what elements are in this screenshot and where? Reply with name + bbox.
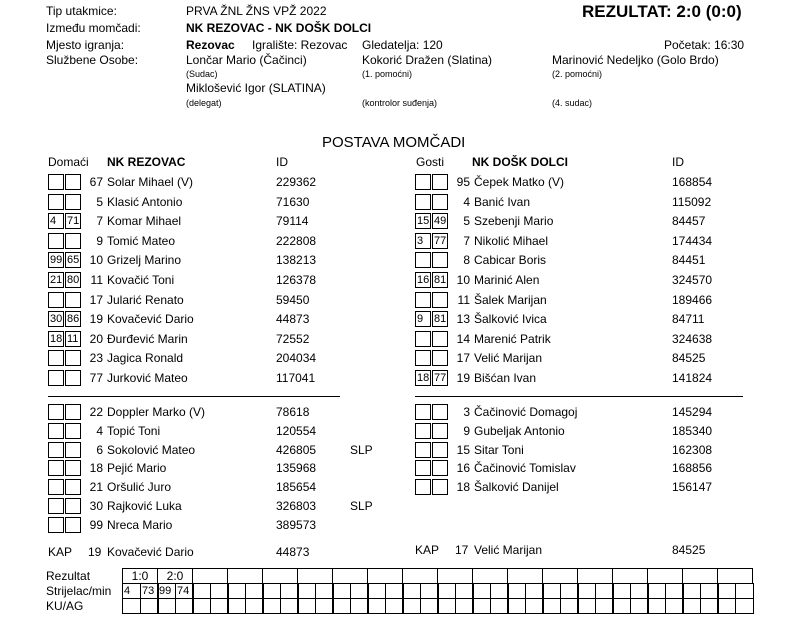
score-cell [297,568,333,584]
home-id-header: ID [276,155,288,169]
card-cell [262,598,281,614]
score-cell: 2:0 [157,568,193,584]
scorer-cell [297,583,316,599]
player-minute-box: 16 [417,274,430,286]
grid-label-scorer: Strijelac/min [46,584,112,598]
player-minute-box [65,174,81,190]
scorer-cell [367,583,386,599]
player-id: 84457 [672,214,706,228]
player-number: 3 [463,405,470,419]
scorer-cell: 73 [140,583,159,599]
player-name: Šalek Marijan [474,293,547,307]
score-cell [612,568,648,584]
player-name: Jagica Ronald [107,351,184,365]
player-number: 4 [96,424,103,438]
player-number: 17 [89,293,103,307]
player-name: Kovačić Toni [107,273,175,287]
player-id: 78618 [276,405,310,419]
official-role: (2. pomoćni) [552,69,603,79]
player-name: Velić Marijan [474,351,543,365]
player-number: 15 [456,443,470,457]
player-number: 23 [89,351,103,365]
official-role: (delegat) [186,98,222,108]
kickoff-time: Početak: 16:30 [664,38,745,52]
card-cell [437,598,456,614]
player-name: Szebenji Mario [474,214,554,228]
score-cell [717,568,753,584]
player-id: 115092 [672,195,712,209]
player-minute-box [65,370,81,386]
player-id: 168856 [672,461,713,475]
player-minute-box [415,479,431,495]
player-number: 6 [96,443,103,457]
player-minute-box [432,442,448,458]
player-name: Solar Mihael (V) [107,175,194,189]
player-name: Marenić Patrik [474,332,551,346]
card-cell [122,598,141,614]
card-cell [577,598,596,614]
scorer-cell [577,583,596,599]
player-number: 95 [456,175,470,189]
lineup-title: POSTAVA MOMČADI [322,134,466,151]
card-cell [682,598,701,614]
card-cell [647,598,666,614]
official-role: (1. pomoćni) [362,69,413,79]
card-cell [297,598,316,614]
player-minute-box: 99 [50,254,63,266]
player-number: 9 [463,424,470,438]
player-number: 18 [89,461,103,475]
player-name: Jurković Mateo [107,371,188,385]
player-minute-box: 30 [50,313,63,325]
player-minute-box: 18 [50,333,63,345]
player-minute-box [432,423,448,439]
away-team-name: NK DOŠK DOLCI [472,155,568,169]
player-name: Čačinović Domagoj [474,405,578,419]
player-minute-box: 18 [417,372,430,384]
scorer-cell [402,583,421,599]
player-minute-box [65,498,81,514]
player-minute-box [432,479,448,495]
away-divider [415,396,743,397]
scorer-cell [612,583,631,599]
player-minute-box [48,194,64,210]
teams-label: Između momčadi: [46,21,141,35]
player-minute-box [48,479,64,495]
player-number: 11 [457,293,470,307]
attendance-info: Gledatelja: 120 [362,38,443,52]
home-captain-number: 19 [88,545,102,559]
player-minute-box: 9 [415,311,431,327]
player-minute-box [65,479,81,495]
player-name: Bišćan Ivan [474,371,537,385]
player-minute-box [432,252,448,268]
player-name: Čepek Matko (V) [474,175,565,189]
player-number: 99 [89,518,103,532]
player-number: 16 [456,461,470,475]
player-minute-box [432,194,448,210]
player-name: Topić Toni [107,424,161,438]
player-note: SLP [350,499,373,513]
player-minute-box [65,194,81,210]
player-name: Banić Ivan [474,195,531,209]
player-minute-box: 80 [67,274,80,286]
player-number: 9 [96,234,103,248]
player-minute-box: 81 [434,274,447,286]
card-cell [157,598,176,614]
player-name: Klasić Antonio [107,195,183,209]
player-name: Oršulić Juro [107,480,172,494]
scorer-cell [332,583,351,599]
venue-label: Mjesto igranja: [46,38,125,52]
scorer-cell [682,583,701,599]
player-number: 20 [89,332,103,346]
player-minute-box [48,460,64,476]
official-name: Lončar Mario (Čačinci) [186,53,307,67]
away-captain-id: 84525 [672,543,706,557]
player-id: 389573 [276,518,317,532]
player-minute-box [415,292,431,308]
player-name: Kovačević Dario [107,312,194,326]
player-id: 44873 [276,312,310,326]
score-cell [682,568,718,584]
venue-value: Rezovac [186,38,235,52]
official-role: (4. sudac) [552,98,593,108]
score-cell [262,568,298,584]
player-minute-box: 65 [67,254,80,266]
player-minute-box: 71 [67,215,80,227]
player-minute-box [65,350,81,366]
player-id: 117041 [276,371,316,385]
scorer-cell [542,583,561,599]
player-number: 8 [463,253,470,267]
player-number: 10 [89,253,103,267]
player-minute-box [415,442,431,458]
player-id: 84525 [672,351,706,365]
player-minute-box: 21 [50,274,63,286]
match-type-label: Tip utakmice: [46,4,117,18]
score-cell [402,568,438,584]
player-number: 5 [96,195,103,209]
score-cell: 1:0 [122,568,158,584]
official-role: (kontrolor suđenja) [362,98,438,108]
player-number: 19 [89,312,103,326]
player-number: 14 [456,332,470,346]
player-number: 4 [463,195,470,209]
card-cell [472,598,491,614]
scorer-cell [735,583,754,599]
grid-label-cards: KU/AG [46,599,84,613]
player-id: 174434 [672,234,713,248]
player-minute-box [415,460,431,476]
player-name: Nreca Mario [107,518,173,532]
scorer-cell: 74 [175,583,194,599]
player-minute-box [48,233,64,249]
player-name: Rajković Luka [107,499,182,513]
player-id: 426805 [276,443,317,457]
player-name: Šalković Ivica [474,312,547,326]
player-minute-box [432,331,448,347]
grid-label-result: Rezultat [46,569,91,583]
player-id: 145294 [672,405,713,419]
player-minute-box [48,350,64,366]
card-cell [612,598,631,614]
player-minute-box [432,404,448,420]
player-id: 162308 [672,443,713,457]
official-role: (Sudac) [186,69,218,79]
player-minute-box: 81 [434,313,447,325]
player-id: 135968 [276,461,317,475]
player-number: 77 [89,371,103,385]
player-number: 19 [456,371,470,385]
player-name: Sitar Toni [474,443,524,457]
player-minute-box: 77 [434,235,447,247]
player-id: 324570 [672,273,713,287]
player-name: Gubeljak Antonio [474,424,565,438]
player-number: 21 [89,480,103,494]
player-number: 7 [463,234,470,248]
player-id: 79114 [276,214,309,228]
player-id: 126378 [276,273,317,287]
player-minute-box [415,350,431,366]
player-minute-box [48,517,64,533]
player-minute-box [48,404,64,420]
player-id: 59450 [276,293,310,307]
result-heading: REZULTAT: 2:0 (0:0) [582,2,742,21]
player-name: Pejić Mario [107,461,167,475]
player-minute-box [48,442,64,458]
away-captain-label: KAP [415,543,440,557]
scorer-cell: 99 [157,583,176,599]
player-minute-box: 11 [65,331,81,347]
player-minute-box: 77 [434,372,447,384]
match-title: NK REZOVAC - NK DOŠK DOLCI [186,21,372,35]
player-id: 156147 [672,480,713,494]
card-cell [192,598,211,614]
player-number: 22 [89,405,103,419]
player-name: Tomić Mateo [107,234,176,248]
player-number: 10 [456,273,470,287]
player-number: 13 [456,312,470,326]
player-name: Cabicar Boris [474,253,547,267]
player-id: 141824 [672,371,713,385]
player-name: Grizelj Marino [107,253,182,267]
score-cell [227,568,263,584]
player-id: 138213 [276,253,317,267]
player-name: Doppler Marko (V) [107,405,206,419]
official-name: Miklošević Igor (SLATINA) [186,81,326,95]
player-id: 326803 [276,499,317,513]
score-cell [367,568,403,584]
match-type-value: PRVA ŽNL ŽNS VPŽ 2022 [186,4,327,18]
player-id: 71630 [276,195,310,209]
player-minute-box [415,423,431,439]
player-minute-box [415,252,431,268]
player-number: 18 [456,480,470,494]
player-name: Sokolović Mateo [107,443,196,457]
player-id: 324638 [672,332,713,346]
player-number: 5 [463,214,470,228]
player-minute-box [415,194,431,210]
player-name: Šalković Danijel [474,480,559,494]
player-minute-box [432,460,448,476]
home-side-label: Domaći [48,155,89,169]
player-minute-box [65,292,81,308]
score-cell [577,568,613,584]
home-divider [48,396,340,397]
player-minute-box [65,442,81,458]
home-captain-name: Kovačević Dario [107,545,194,559]
scorer-cell [437,583,456,599]
card-cell [332,598,351,614]
pitch-info: Igralište: Rezovac [252,38,348,52]
player-note: SLP [350,443,373,457]
player-id: 222808 [276,234,317,248]
player-id: 204034 [276,351,317,365]
player-id: 84711 [672,312,705,326]
player-minute-box: 15 [417,215,430,227]
player-name: Čačinović Tomislav [474,461,576,475]
scorer-cell [262,583,281,599]
player-name: Jularić Renato [107,293,184,307]
away-captain-name: Velić Marijan [474,543,543,557]
player-id: 189466 [672,293,713,307]
player-minute-box: 3 [415,233,431,249]
player-id: 120554 [276,424,317,438]
player-minute-box [432,174,448,190]
card-cell [542,598,561,614]
player-minute-box [48,423,64,439]
player-name: Marinić Alen [474,273,540,287]
player-id: 185340 [672,424,713,438]
player-minute-box [48,174,64,190]
player-number: 30 [89,499,103,513]
scorer-cell [647,583,666,599]
away-side-label: Gosti [416,155,445,169]
player-minute-box [415,174,431,190]
player-minute-box: 49 [434,215,447,227]
player-minute-box: 86 [67,313,80,325]
player-number: 7 [96,214,103,228]
scorer-cell [192,583,211,599]
player-minute-box [48,498,64,514]
score-cell [472,568,508,584]
official-name: Marinović Nedeljko (Golo Brdo) [552,53,719,67]
player-id: 168854 [672,175,713,189]
card-cell [402,598,421,614]
player-minute-box [65,423,81,439]
home-captain-id: 44873 [276,545,310,559]
away-id-header: ID [672,155,684,169]
player-name: Nikolić Mihael [474,234,549,248]
card-cell [367,598,386,614]
officials-label: Službene Osobe: [46,53,139,67]
score-cell [192,568,228,584]
card-cell [507,598,526,614]
scorer-cell [507,583,526,599]
official-name: Kokorić Dražen (Slatina) [362,53,493,67]
player-minute-box [48,292,64,308]
card-cell [717,598,736,614]
player-number: 67 [89,175,103,189]
player-minute-box [65,517,81,533]
home-captain-label: KAP [48,545,73,559]
scorer-cell [227,583,246,599]
player-minute-box: 4 [48,213,64,229]
player-minute-box [48,370,64,386]
card-cell [735,598,754,614]
home-team-name: NK REZOVAC [107,155,186,169]
scorer-cell [472,583,491,599]
score-cell [437,568,473,584]
away-captain-number: 17 [455,543,469,557]
player-minute-box [432,350,448,366]
player-minute-box [415,331,431,347]
player-minute-box [415,404,431,420]
score-cell [542,568,578,584]
player-id: 185654 [276,480,317,494]
player-minute-box [432,292,448,308]
scorer-cell [717,583,736,599]
player-minute-box [65,460,81,476]
card-cell [227,598,246,614]
score-cell [332,568,368,584]
scorer-cell: 4 [122,583,141,599]
player-number: 17 [456,351,470,365]
score-cell [507,568,543,584]
player-id: 229362 [276,175,317,189]
score-cell [647,568,683,584]
player-number: 11 [90,273,103,287]
player-name: Đurđević Marin [107,332,188,346]
player-minute-box [65,233,81,249]
player-id: 84451 [672,253,706,267]
player-name: Komar Mihael [107,214,182,228]
player-id: 72552 [276,332,310,346]
player-minute-box [65,404,81,420]
